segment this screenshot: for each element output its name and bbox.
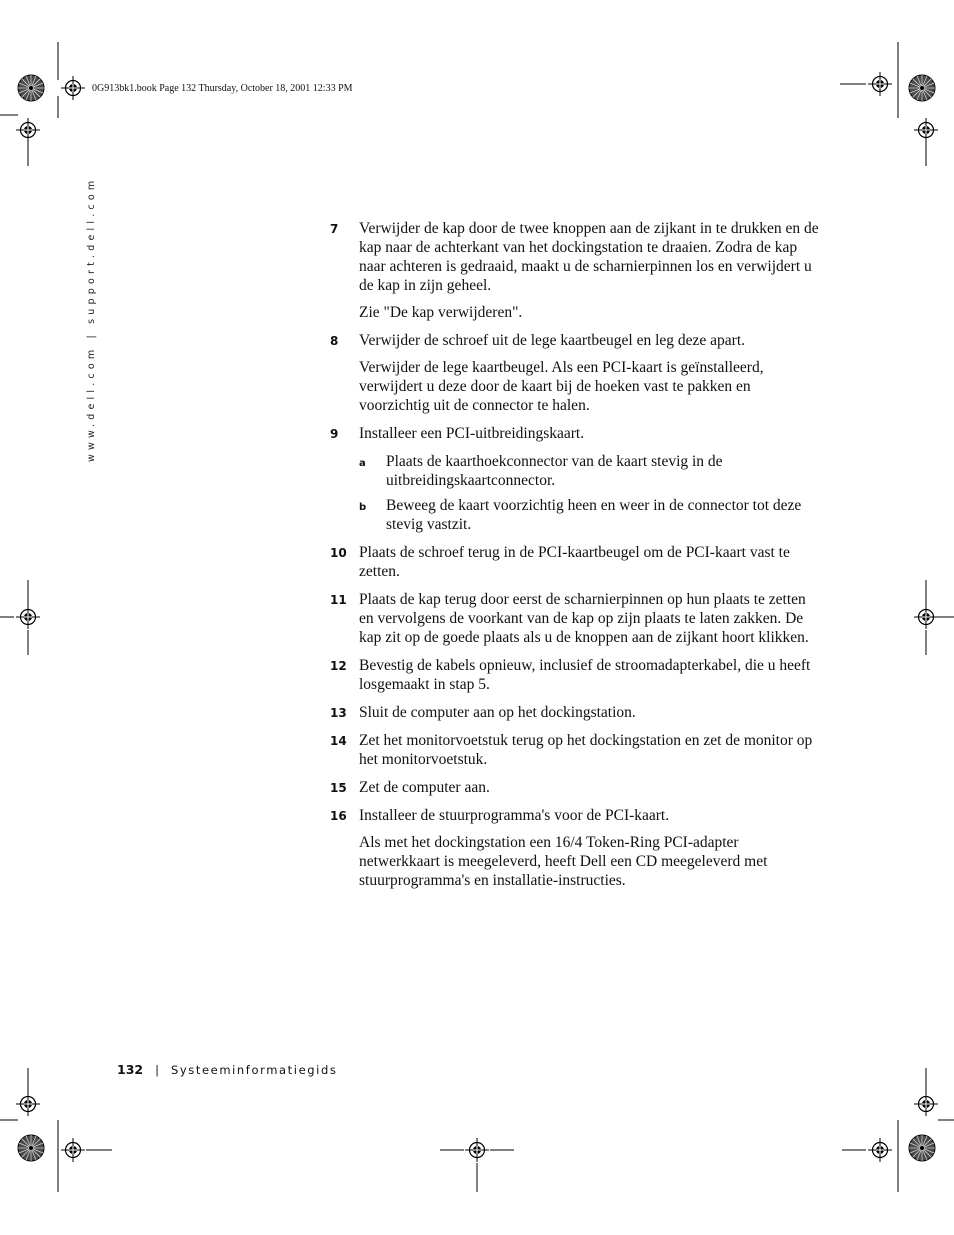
step-text: Sluit de computer aan op het dockingstation. (359, 704, 636, 721)
step-number: 16 (330, 809, 347, 823)
registration-mark-icon (61, 76, 85, 100)
book-title: Systeeminformatiegids (170, 1063, 338, 1077)
step-text: Bevestig de kabels opnieuw, inclusief de stroomadapterkabel, die u heeft losgemaakt in stap 5. (359, 657, 811, 693)
step-number: 9 (330, 427, 339, 441)
step-text: Zet het monitorvoetstuk terug op het dockingstation en zet de monitor op het monitorvoetstuk. (359, 732, 813, 768)
registration-mark-icon (16, 1092, 40, 1116)
substep-letter: b (359, 502, 367, 513)
step-note: Als met het dockingstation een 16/4 Token-Ring PCI-adapter netwerkkaart is meegeleverd, heeft Dell een CD meegeleverd met stuurprogramma's en installatie-instructies. (359, 834, 768, 889)
registration-mark-icon (16, 605, 40, 629)
step-number: 10 (330, 546, 347, 560)
step-text: Verwijder de schroef uit de lege kaartbeugel en leg deze apart. (359, 332, 746, 349)
page-number: 132 (117, 1062, 144, 1077)
step-note: Zie "De kap verwijderen". (359, 304, 523, 321)
color-target-icon (909, 1135, 935, 1161)
registration-mark-icon (16, 118, 40, 142)
step-number: 14 (330, 734, 347, 748)
print-header: 0G913bk1.book Page 132 Thursday, October 18, 2001 12:33 PM (92, 83, 353, 94)
step-text: Installeer de stuurprogramma's voor de PCI-kaart. (359, 807, 670, 824)
step-number: 11 (330, 593, 347, 607)
step-number: 7 (330, 222, 339, 236)
registration-mark-icon (61, 1138, 85, 1162)
registration-mark-icon (914, 605, 938, 629)
color-target-icon (18, 1135, 44, 1161)
step-number: 12 (330, 659, 347, 673)
registration-mark-icon (868, 1138, 892, 1162)
substep-text: Plaats de kaarthoekconnector van de kaart stevig in de uitbreidingskaartconnector. (386, 453, 723, 489)
step-note: Verwijder de lege kaartbeugel. Als een PCI-kaart is geïnstalleerd, verwijdert u deze door de kaart bij de hoeken vast te pakken en voorzichtig uit de connector te halen. (359, 359, 764, 414)
step-text: Installeer een PCI-uitbreidingskaart. (359, 425, 585, 442)
registration-mark-icon (465, 1138, 489, 1162)
step-text: Verwijder de kap door de twee knoppen aan de zijkant in te drukken en de kap naar de achterkant van het dockingstation te draaien. Zodra de kap naar achteren is gedraaid, maakt u de scharnierpinnen los en verwijdert u de kap in zijn geheel. (359, 220, 819, 294)
footer-separator: | (155, 1063, 159, 1077)
step-number: 15 (330, 781, 347, 795)
step-number: 8 (330, 334, 339, 348)
registration-mark-icon (914, 118, 938, 142)
step-number: 13 (330, 706, 347, 720)
side-url: www.dell.com | support.dell.com (86, 176, 97, 462)
substep-text: Beweeg de kaart voorzichtig heen en weer in de connector tot deze stevig vastzit. (386, 497, 802, 533)
step-text: Zet de computer aan. (359, 779, 490, 796)
substep-letter: a (359, 458, 366, 469)
step-text: Plaats de schroef terug in de PCI-kaartbeugel om de PCI-kaart vast te zetten. (359, 544, 790, 580)
registration-mark-icon (868, 72, 892, 96)
color-target-icon (18, 75, 44, 101)
step-text: Plaats de kap terug door eerst de scharnierpinnen op hun plaats te zetten en vervolgens de voorkant van de kap op zijn plaats te laten zakken. De kap zit op de goede plaats als u de knoppen aan de zijkant hoort klikken. (359, 591, 809, 646)
registration-mark-icon (914, 1092, 938, 1116)
color-target-icon (909, 75, 935, 101)
